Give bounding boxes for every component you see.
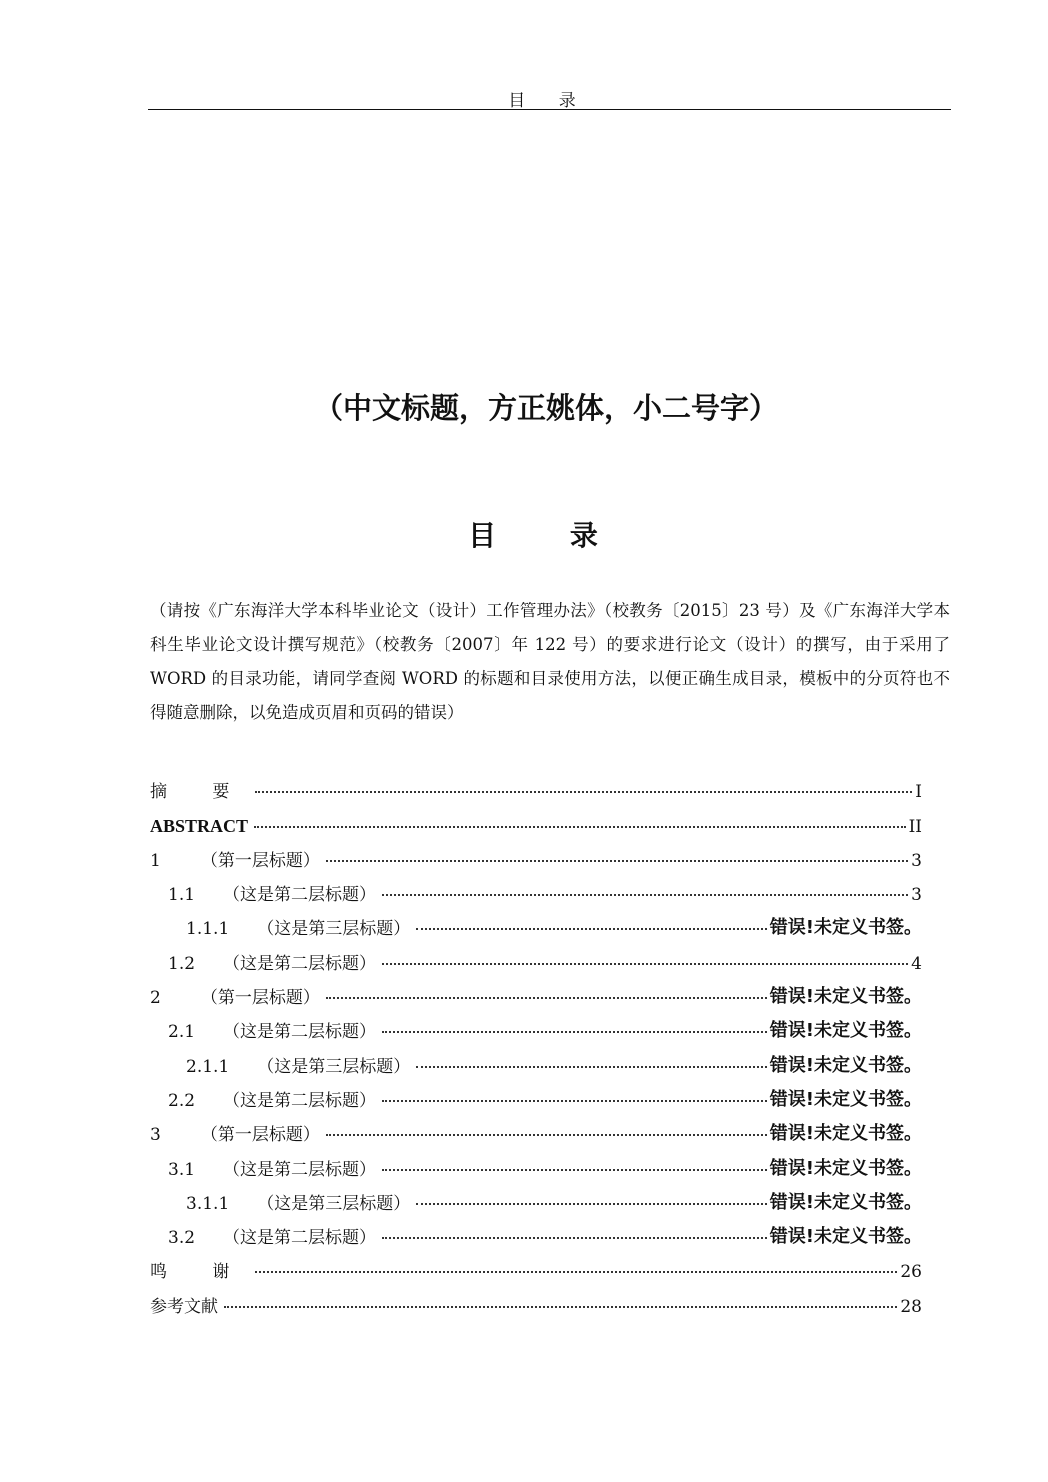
toc-entry-page: 错误!未定义书签。 (769, 1123, 922, 1145)
toc-entry-page: 错误!未定义书签。 (769, 1054, 922, 1076)
toc-entry-label: 参考文献 (150, 1296, 218, 1317)
toc-leader (416, 928, 767, 930)
toc-entry-page: II (908, 816, 922, 837)
toc-entry-number: 1 (150, 850, 161, 871)
toc-entry-number: 3.1.1 (186, 1193, 230, 1214)
toc-entry-title: （第一层标题） (200, 1125, 320, 1146)
toc-entry-page: 错误!未定义书签。 (769, 917, 922, 939)
toc-leader (326, 860, 908, 862)
toc-entry-number: 1.1 (168, 885, 196, 906)
toc-leader (224, 1306, 897, 1308)
toc-entry[interactable] (150, 1248, 922, 1282)
toc-leader (326, 1134, 767, 1136)
toc-entry-page: 28 (900, 1296, 922, 1317)
toc-entry[interactable] (150, 1214, 922, 1248)
toc-entry-title: （第一层标题） (200, 850, 320, 871)
toc-entry-label (168, 949, 376, 974)
toc-entry[interactable] (150, 1077, 922, 1111)
toc-entry-label (168, 1155, 376, 1180)
header-divider (148, 109, 951, 110)
toc-entry-label: 摘 要 (150, 782, 250, 803)
toc-entry-title: （这是第二层标题） (223, 1159, 377, 1180)
toc-entry-label: 鸣 谢 (150, 1262, 250, 1283)
toc-entry[interactable] (150, 974, 922, 1008)
toc-entry-page: I (915, 782, 922, 803)
toc-entry-number: 1.2 (168, 953, 196, 974)
toc-entry-page: 错误!未定义书签。 (769, 1088, 922, 1110)
toc-entry-number: 2.1.1 (186, 1056, 230, 1077)
toc-entry-page: 26 (900, 1262, 922, 1283)
toc-entry[interactable] (150, 1111, 922, 1145)
toc-entry-title: （这是第二层标题） (223, 1228, 377, 1249)
toc-leader (382, 1169, 767, 1171)
toc-entry-page: 错误!未定义书签。 (769, 986, 922, 1008)
toc-entry-number: 3.1 (168, 1159, 196, 1180)
toc-entry[interactable] (150, 802, 922, 836)
toc-entry[interactable] (150, 1282, 922, 1316)
toc-entry-title: （这是第二层标题） (223, 1022, 377, 1043)
toc-heading: 目 录 (468, 519, 630, 552)
toc-entry[interactable] (150, 871, 922, 905)
table-of-contents (150, 768, 922, 1317)
toc-entry-number: 3 (150, 1125, 161, 1146)
toc-entry-label (168, 880, 376, 905)
toc-entry-page: 错误!未定义书签。 (769, 1226, 922, 1248)
toc-entry-label (150, 983, 320, 1008)
toc-leader (254, 826, 906, 828)
toc-leader (382, 1100, 767, 1102)
toc-entry-title: （第一层标题） (200, 988, 320, 1009)
toc-leader (382, 1237, 767, 1239)
toc-entry-label (186, 1189, 410, 1214)
toc-entry-title: （这是第二层标题） (223, 1090, 377, 1111)
toc-leader (255, 1271, 897, 1273)
toc-entry-number: 2.2 (168, 1090, 196, 1111)
toc-leader (255, 791, 912, 793)
toc-entry[interactable] (150, 1042, 922, 1076)
toc-entry-label (186, 914, 410, 939)
toc-leader (416, 1066, 767, 1068)
toc-entry-title: （这是第三层标题） (257, 1193, 411, 1214)
toc-entry-page: 错误!未定义书签。 (769, 1020, 922, 1042)
toc-entry-title: （这是第三层标题） (257, 1056, 411, 1077)
toc-entry[interactable] (150, 905, 922, 939)
toc-entry[interactable] (150, 939, 922, 973)
toc-entry-number: 1.1.1 (186, 919, 230, 940)
toc-entry-title: （这是第二层标题） (223, 885, 377, 906)
toc-entry-title: （这是第三层标题） (257, 919, 411, 940)
toc-entry-label (150, 1120, 320, 1145)
toc-entry-number: 2.1 (168, 1022, 196, 1043)
toc-entry-page: 3 (911, 885, 922, 906)
toc-entry-title: （这是第二层标题） (223, 953, 377, 974)
toc-entry-label (168, 1017, 376, 1042)
document-title: （中文标题，方正姚体，小二号字） (313, 391, 778, 425)
toc-entry-label: ABSTRACT (150, 815, 249, 836)
toc-leader (416, 1203, 767, 1205)
toc-entry-label (168, 1086, 376, 1111)
toc-entry-page: 4 (911, 953, 922, 974)
toc-entry-page: 错误!未定义书签。 (769, 1191, 922, 1213)
toc-entry-label (150, 846, 320, 871)
toc-entry[interactable] (150, 1180, 922, 1214)
toc-entry[interactable] (150, 1008, 922, 1042)
toc-entry-page: 错误!未定义书签。 (769, 1157, 922, 1179)
toc-leader (382, 1031, 767, 1033)
toc-leader (382, 894, 908, 896)
toc-entry[interactable] (150, 1145, 922, 1179)
page-header: 目 录 (508, 91, 590, 111)
toc-entry-label (186, 1052, 410, 1077)
toc-entry-page: 3 (911, 850, 922, 871)
toc-leader (326, 997, 767, 999)
toc-leader (382, 963, 908, 965)
toc-entry-number: 2 (150, 988, 161, 1009)
toc-entry[interactable] (150, 768, 922, 802)
toc-entry[interactable] (150, 837, 922, 871)
instructions-paragraph: （请按《广东海洋大学本科毕业论文（设计）工作管理办法》（校教务〔2015〕23 号）及《广东海洋大学本科生毕业论文设计撰写规范》（校教务〔2007〕年 122 号）的要求进行论文（设计）的撰写，由于采用了 WORD 的目录功能，请同学查阅 WORD 的标题和目录使用方法，以便正确生成目录，模板中的分页符也不得随意删除，以免造成页眉和页码的错误） (150, 601, 950, 722)
toc-entry-label (168, 1223, 376, 1248)
toc-entry-number: 3.2 (168, 1228, 196, 1249)
